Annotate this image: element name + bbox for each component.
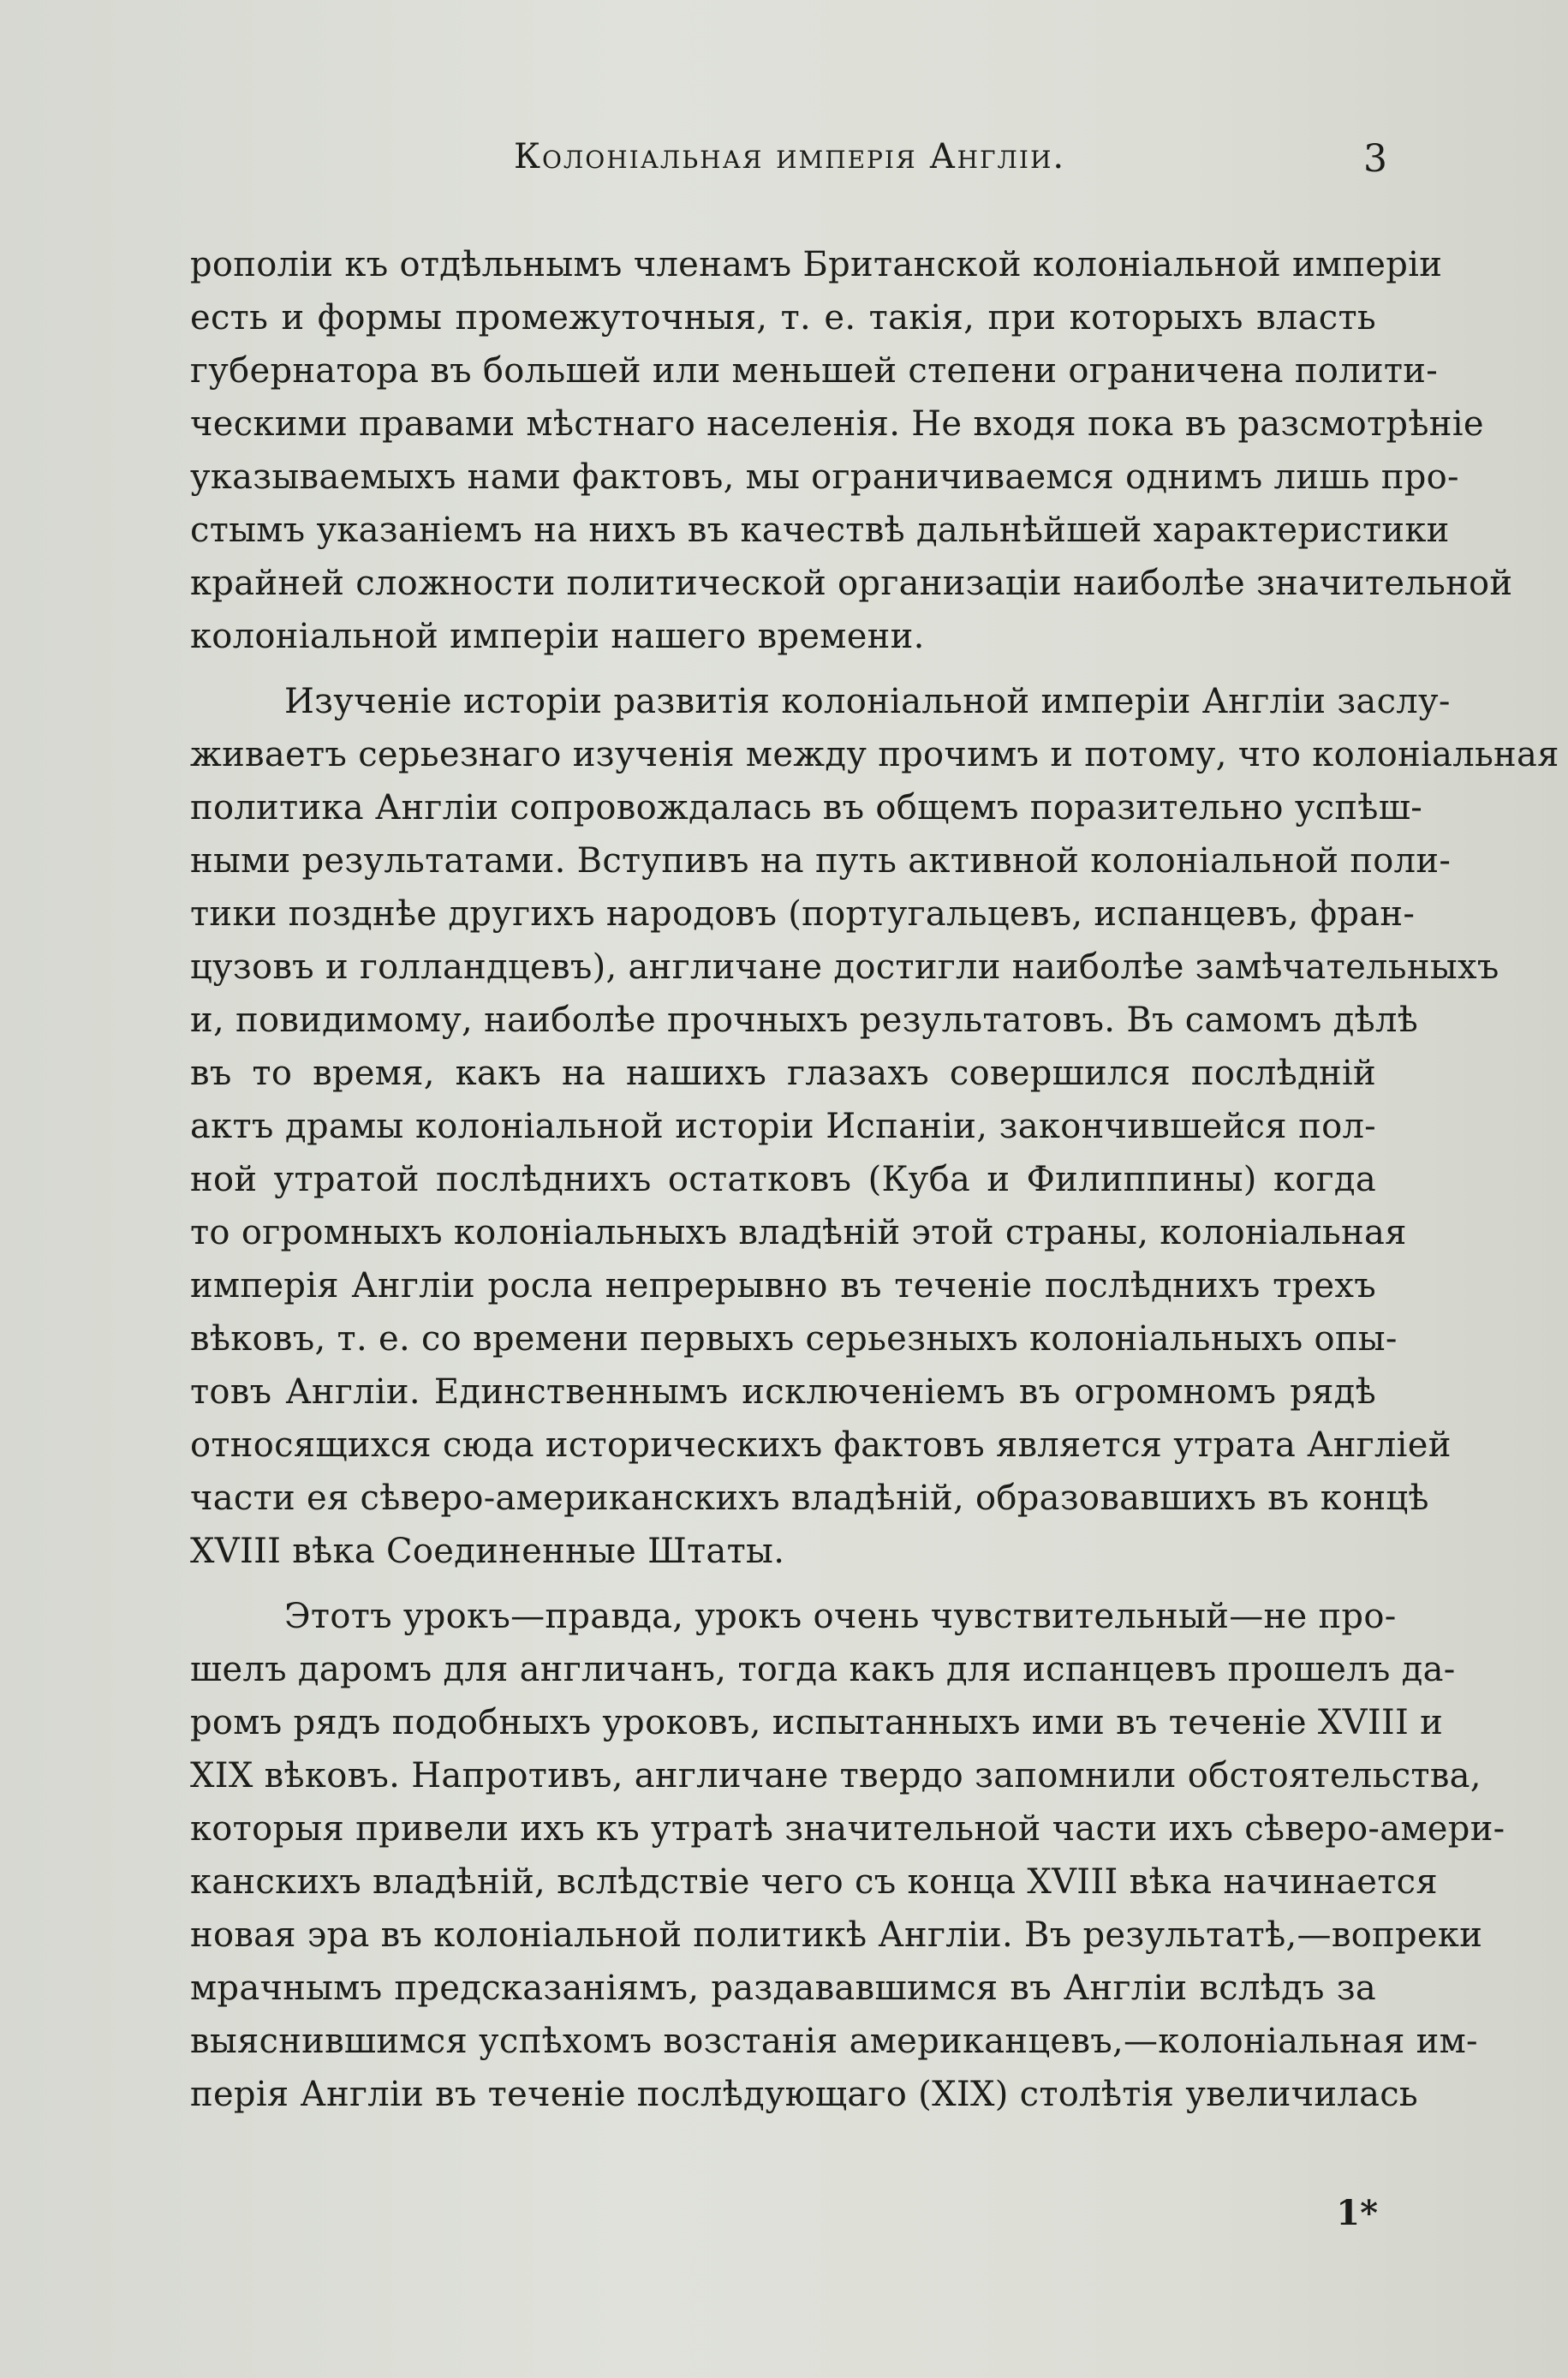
text-line: живаетъ серьезнаго изученія между прочимъ и потому, что колоніальная <box>190 735 1559 774</box>
text-line: ческими правами мѣстнаго населенія. Не входя пока въ разсмотрѣніе <box>190 404 1484 444</box>
text-line: выяснившимся успѣхомъ возстанія американцевъ,—колоніальная им- <box>190 2022 1478 2061</box>
text-line: которыя привели ихъ къ утратѣ значительной части ихъ сѣверо-амери- <box>190 1809 1505 1849</box>
text-line: ромъ рядъ подобныхъ уроковъ, испытанныхъ ими въ теченіе XVIII и <box>190 1703 1444 1742</box>
text-line: новая эра въ колоніальной политикѣ Англіи. Въ результатѣ,—вопреки <box>190 1915 1483 1955</box>
text-line: относящихся сюда историческихъ фактовъ является утрата Англіей <box>190 1425 1452 1465</box>
signature-mark: 1* <box>1336 2193 1378 2233</box>
text-line: Этотъ урокъ—правда, урокъ очень чувствительный—не про- <box>284 1597 1397 1636</box>
text-line: рополіи къ отдѣльнымъ членамъ Британской колоніальной имперіи <box>190 245 1443 284</box>
text-line: актъ драмы колоніальной исторіи Испаніи, закончившейся пол- <box>190 1107 1376 1146</box>
text-line: то огромныхъ колоніальныхъ владѣній этой страны, колоніальная <box>190 1213 1407 1252</box>
paragraph <box>190 1590 1505 2121</box>
body-text <box>190 238 1559 2121</box>
text-line: канскихъ владѣній, вслѣдствіе чего съ конца XVIII вѣка начинается <box>190 1862 1438 1902</box>
text-line: имперія Англіи росла непрерывно въ теченіе послѣднихъ трехъ <box>190 1266 1376 1306</box>
paragraph-gap <box>190 1578 1376 1590</box>
text-line: указываемыхъ нами фактовъ, мы ограничиваемся однимъ лишь про- <box>190 457 1459 497</box>
paragraph-gap <box>190 663 1376 675</box>
paragraph <box>190 238 1513 663</box>
running-title: Колоніальная имперія Англіи. <box>514 137 1066 176</box>
text-line: ной утратой послѣднихъ остатковъ (Куба и Филиппины) когда <box>190 1160 1376 1199</box>
text-line: есть и формы промежуточныя, т. е. такія, при которыхъ власть <box>190 298 1376 338</box>
text-line: и, повидимому, наиболѣе прочныхъ результатовъ. Въ самомъ дѣлѣ <box>190 1001 1419 1040</box>
text-line: крайней сложности политической организаціи наиболѣе значительной <box>190 564 1513 603</box>
text-line: политика Англіи сопровождалась въ общемъ поразительно успѣш- <box>190 788 1423 828</box>
text-line: товъ Англіи. Единственнымъ исключеніемъ въ огромномъ рядѣ <box>190 1372 1376 1412</box>
text-line: тики позднѣе другихъ народовъ (португальцевъ, испанцевъ, фран- <box>190 894 1416 934</box>
text-line: Изученіе исторіи развитія колоніальной имперіи Англіи заслу- <box>284 682 1451 721</box>
text-line: XVIII вѣка Соединенные Штаты. <box>190 1532 785 1571</box>
text-line: перія Англіи въ теченіе послѣдующаго (XIX) столѣтія увеличилась <box>190 2075 1418 2114</box>
text-line: мрачнымъ предсказаніямъ, раздававшимся въ Англіи вслѣдъ за <box>190 1969 1376 2008</box>
text-line: ными результатами. Вступивъ на путь активной колоніальной поли- <box>190 841 1452 881</box>
text-line: вѣковъ, т. е. со времени первыхъ серьезныхъ колоніальныхъ опы- <box>190 1319 1398 1359</box>
text-line: XIX вѣковъ. Напротивъ, англичане твердо запомнили обстоятельства, <box>190 1756 1482 1795</box>
paragraph <box>190 675 1559 1578</box>
page-number: 3 <box>1363 137 1387 181</box>
page-header <box>188 137 1387 188</box>
text-line: части ея сѣверо-американскихъ владѣній, образовавшихъ въ концѣ <box>190 1479 1429 1518</box>
text-line: колоніальной имперіи нашего времени. <box>190 617 925 656</box>
text-line: цузовъ и голландцевъ), англичане достигли наиболѣе замѣчательныхъ <box>190 947 1499 987</box>
text-line: шелъ даромъ для англичанъ, тогда какъ для испанцевъ прошелъ да- <box>190 1650 1456 1689</box>
text-line: губернатора въ большей или меньшей степени ограничена полити- <box>190 351 1439 391</box>
text-line: въ то время, какъ на нашихъ глазахъ совершился послѣдній <box>190 1054 1376 1093</box>
text-line: стымъ указаніемъ на нихъ въ качествѣ дальнѣйшей характеристики <box>190 511 1450 550</box>
